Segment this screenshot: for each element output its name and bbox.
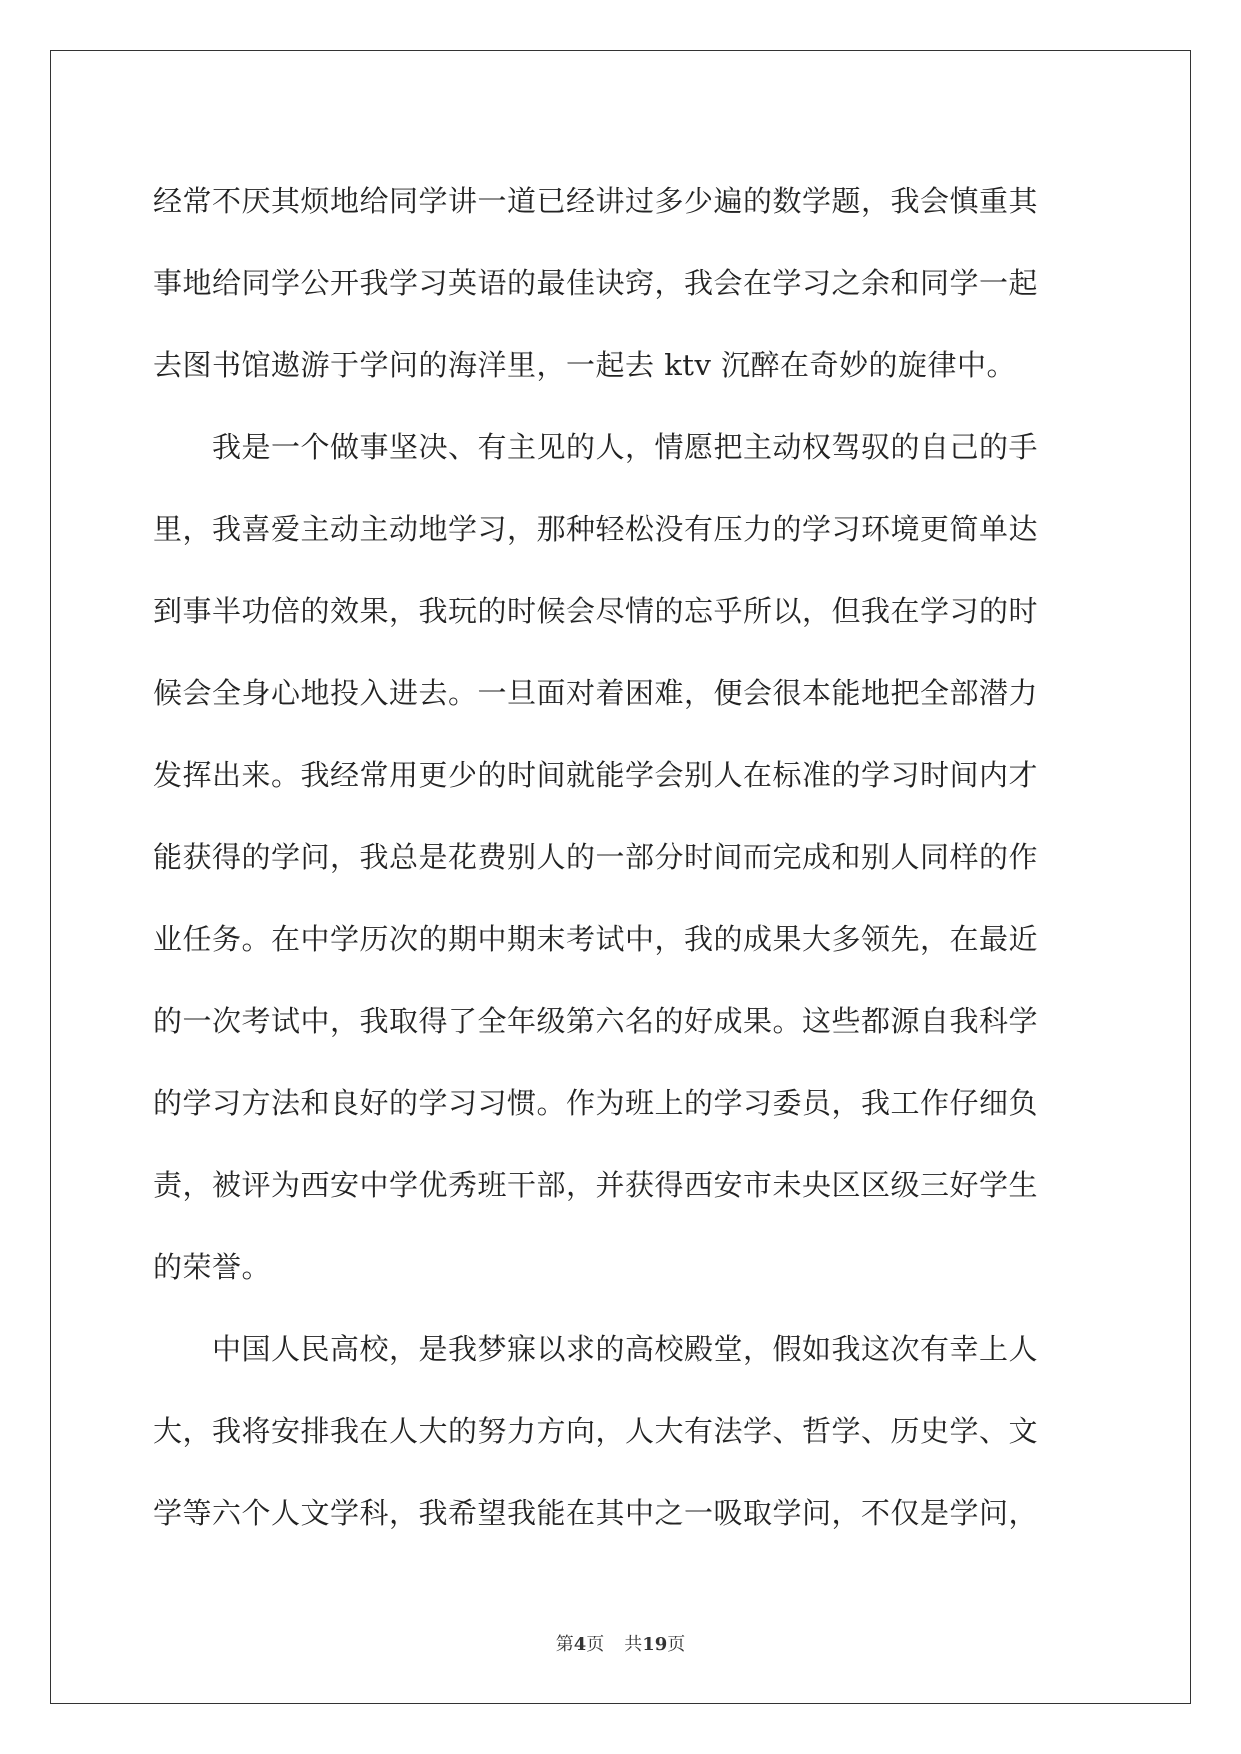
text-line: 责，被评为西安中学优秀班干部，并获得西安市未央区区级三好学生 xyxy=(153,1168,1039,1202)
current-page-number: 4 xyxy=(573,1634,587,1655)
total-suffix: 页 xyxy=(667,1634,686,1655)
text-line: 去图书馆遨游于学问的海洋里，一起去 ktv 沉醉在奇妙的旋律中。 xyxy=(153,348,1017,382)
text-line: 业任务。在中学历次的期中期末考试中，我的成果大多领先，在最近 xyxy=(153,922,1039,956)
page-prefix: 第 xyxy=(555,1634,574,1655)
text-line: 候会全身心地投入进去。一旦面对着困难，便会很本能地把全部潜力 xyxy=(153,676,1039,710)
total-page-number: 19 xyxy=(642,1634,668,1655)
text-line: 里，我喜爱主动主动地学习，那种轻松没有压力的学习环境更简单达 xyxy=(153,512,1039,546)
text-line: 事地给同学公开我学习英语的最佳诀窍，我会在学习之余和同学一起 xyxy=(153,266,1039,300)
page-suffix: 页 xyxy=(586,1634,605,1655)
text-line: 的荣誉。 xyxy=(153,1250,272,1284)
total-prefix: 共 xyxy=(624,1634,643,1655)
text-line: 发挥出来。我经常用更少的时间就能学会别人在标准的学习时间内才 xyxy=(153,758,1039,792)
body-text xyxy=(153,160,1088,1554)
page-footer xyxy=(0,1633,1241,1657)
text-line: 经常不厌其烦地给同学讲一道已经讲过多少遍的数学题，我会慎重其 xyxy=(153,184,1039,218)
text-line: 的学习方法和良好的学习习惯。作为班上的学习委员，我工作仔细负 xyxy=(153,1086,1039,1120)
text-line: 学等六个人文学科，我希望我能在其中之一吸取学问，不仅是学问， xyxy=(153,1496,1039,1530)
text-line: 能获得的学问，我总是花费别人的一部分时间而完成和别人同样的作 xyxy=(153,840,1039,874)
text-line: 我是一个做事坚决、有主见的人，情愿把主动权驾驭的自己的手 xyxy=(153,430,1039,464)
text-line: 大，我将安排我在人大的努力方向，人大有法学、哲学、历史学、文 xyxy=(153,1414,1039,1448)
text-line: 的一次考试中，我取得了全年级第六名的好成果。这些都源自我科学 xyxy=(153,1004,1039,1038)
text-line: 中国人民高校，是我梦寐以求的高校殿堂，假如我这次有幸上人 xyxy=(153,1332,1039,1366)
text-line: 到事半功倍的效果，我玩的时候会尽情的忘乎所以，但我在学习的时 xyxy=(153,594,1039,628)
